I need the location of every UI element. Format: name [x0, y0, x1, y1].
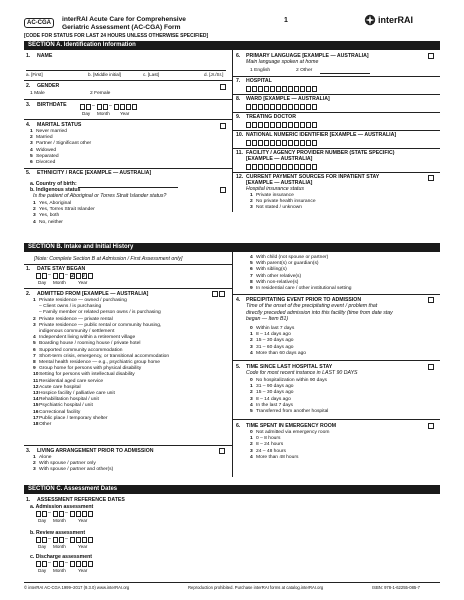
list-item: – Family member or related person owns / is purchasing: [39, 310, 161, 316]
birthdate-day-boxes[interactable]: [80, 104, 92, 110]
a12-label: CURRENT PAYMENT SOURCES FOR INPATIENT STAY: [246, 174, 380, 180]
row-divider: [232, 130, 440, 131]
list-item: 0 No hospitalization within 90 days: [250, 378, 327, 383]
a2-label: GENDER: [37, 83, 60, 89]
a6-number: 6.: [236, 53, 241, 59]
list-item: 1 Yes, Aboriginal: [33, 201, 72, 206]
section-a-header: SECTION A. Identification Information: [24, 41, 440, 50]
footer-copyright: © interRAI AC-CGA 1999–2017 (9.3.0) www.interRAI.org: [24, 585, 130, 590]
a8-label: WARD [EXAMPLE — AUSTRALIA]: [246, 96, 330, 102]
list-item: 15Psychiatric hospital / unit: [33, 403, 93, 409]
list-item: 1 Private residence — owned / purchasing: [33, 298, 127, 303]
precip-checkbox[interactable]: [428, 297, 434, 303]
datestay-year-caption: Year: [78, 280, 88, 285]
list-item: 11Residential aged care service: [33, 378, 104, 384]
interrai-logo-icon: [364, 14, 376, 26]
name-first-label: a. [First]: [26, 72, 43, 77]
precip-subtitle-line-3: began — Item B1): [246, 316, 289, 323]
a7-label: HOSPITAL: [246, 78, 272, 84]
c1-label: ASSESSMENT REFERENCE DATES: [37, 497, 125, 503]
indigenous-checkbox[interactable]: [220, 187, 226, 193]
marital-checkbox[interactable]: [220, 123, 226, 129]
datestay-month-boxes[interactable]: [53, 273, 65, 279]
section-b-header: SECTION B. Intake and Initial History: [24, 243, 440, 252]
a12-label-2: [EXAMPLE — AUSTRALIA]: [246, 180, 313, 186]
marital-options: [30, 129, 91, 166]
admission-day-boxes[interactable]: [36, 511, 48, 517]
name-middle-label: b. [Middle initial]: [88, 72, 121, 77]
date-separator: –: [48, 560, 51, 566]
list-item: 4 More than 48 hours: [250, 454, 299, 460]
b6-label: TIME SPENT IN EMERGENCY ROOM: [246, 423, 337, 429]
discharge-year-caption: Year: [78, 568, 88, 573]
a11-number: 11.: [236, 150, 243, 156]
datestay-year-prefix: 2 0: [71, 273, 88, 279]
form-title-line-1: interRAI Acute Care for Comprehensive: [62, 16, 186, 23]
list-item: 4 With child (not spouse or partner): [250, 255, 329, 260]
hospital-boxes[interactable]: [246, 86, 318, 92]
c1-number: 1.: [26, 497, 31, 503]
discharge-year-boxes[interactable]: [70, 561, 94, 567]
b4-label: PRECIPITATING EVENT PRIOR TO ADMISSION: [246, 297, 362, 303]
section-c-header: SECTION C. Assessment Dates: [24, 485, 440, 494]
date-separator: –: [65, 272, 68, 278]
list-item: 4 More than 60 days ago: [250, 350, 307, 356]
a11-label: FACILITY / AGENCY PROVIDER NUMBER (STATE SPECIFIC): [246, 150, 395, 156]
column-divider: [232, 50, 233, 212]
list-item: 9 Group home for persons with physical disability: [33, 366, 142, 372]
ward-boxes[interactable]: [246, 104, 318, 110]
precip-subtitle-line-2: directly preceded admission into this facility (time from date stay: [246, 309, 393, 316]
b4-number: 4.: [236, 297, 241, 303]
list-item: 2 Yes, Torres Strait Islander: [33, 207, 95, 213]
doctor-boxes[interactable]: [246, 122, 318, 128]
list-item: 1 31 – 90 days ago: [250, 384, 294, 390]
row-divider: [24, 445, 232, 446]
precip-subtitle-line-1: Time of the onset of the precipitating event / problem that: [246, 303, 378, 309]
gender-option-male: 1 Male: [30, 91, 45, 96]
list-item: 1 Never married: [30, 129, 67, 134]
lasthosp-options: [250, 378, 328, 415]
b1-number: 1.: [26, 266, 31, 272]
row-divider: [24, 99, 232, 100]
birthdate-year-caption: Year: [120, 111, 130, 116]
nni-boxes[interactable]: [246, 140, 318, 146]
list-item: 2 8 – 24 hours: [250, 442, 284, 448]
emerg-checkbox[interactable]: [428, 423, 434, 429]
row-divider: [232, 112, 440, 113]
language-option-english: 1 English: [250, 68, 271, 73]
a9-number: 9.: [236, 114, 241, 120]
date-separator: –: [109, 103, 112, 109]
review-year-boxes[interactable]: [70, 537, 94, 543]
date-separator: –: [65, 536, 68, 542]
a10-label: NATIONAL NUMERIC IDENTIFIER [EXAMPLE — AUSTRALIA]: [246, 132, 397, 138]
discharge-month-caption: Month: [53, 568, 66, 573]
admission-month-caption: Month: [53, 518, 66, 523]
indigenous-status-label: b. Indigenous status: [30, 187, 81, 193]
list-item: 17Public place / temporary shelter: [33, 415, 108, 421]
list-item: 1 8 – 14 days ago: [250, 332, 291, 338]
living-options-continued: [250, 255, 351, 292]
language-subtitle: Main language spoken at home: [246, 59, 319, 65]
list-item: 8 Mental health residence — e.g., psychiatric group home: [33, 360, 160, 366]
list-item: 5 Separated: [30, 153, 59, 159]
list-item: 6 Divorced: [30, 160, 56, 166]
b6-number: 6.: [236, 423, 241, 429]
date-separator: –: [65, 510, 68, 516]
discharge-day-boxes[interactable]: [36, 561, 48, 567]
list-item: 0 Not admitted via emergency room: [250, 430, 330, 435]
row-divider: [232, 76, 440, 77]
list-item: [33, 434, 169, 440]
row-divider: [24, 288, 232, 289]
birthdate-month-caption: Month: [97, 111, 110, 116]
row-divider: [24, 168, 232, 169]
a6-label: PRIMARY LANGUAGE [EXAMPLE — AUSTRALIA]: [246, 53, 369, 59]
indigenous-options: [33, 201, 95, 226]
row-divider: [232, 172, 440, 173]
gender-option-female: 2 Female: [90, 91, 111, 96]
facility-boxes[interactable]: [246, 164, 318, 170]
a1-label: NAME: [37, 53, 53, 59]
row-divider: [232, 294, 440, 295]
form-title: [62, 16, 186, 31]
list-item: indigenous community / settlement: [39, 329, 115, 335]
footer-reproduction-note: Reproduction prohibited. Purchase interRAI forms at catalog.interRAI.org: [188, 585, 324, 590]
list-item: 3 Yes, both: [33, 213, 60, 219]
b5-number: 5.: [236, 364, 241, 370]
a2-number: 2.: [26, 83, 31, 89]
list-item: 7 With other relative(s): [250, 273, 302, 279]
payment-options: [250, 193, 316, 212]
emerg-options: [250, 430, 329, 461]
list-item: 2 No private health insurance: [250, 199, 316, 205]
b3-number: 3.: [26, 448, 31, 454]
birthdate-year-boxes[interactable]: [114, 104, 138, 110]
list-item: 3 Private residence — public rental or community housing,: [33, 322, 162, 328]
a12-number: 12.: [236, 174, 244, 180]
review-day-caption: Day: [38, 544, 47, 549]
name-suffix-label: d. [Jr./Sr.]: [204, 72, 224, 77]
list-item: 12Acute care hospital: [33, 384, 81, 390]
date-separator: –: [48, 536, 51, 542]
a5-label: ETHNICITY / RACE [EXAMPLE — AUSTRALIA]: [37, 170, 152, 176]
a1-number: 1.: [26, 53, 31, 59]
admitted-checkbox-2[interactable]: [219, 291, 225, 297]
date-separator: –: [92, 103, 95, 109]
list-item: 2 15 – 30 days ago: [250, 390, 294, 396]
list-item: – Client owns / is purchasing: [39, 304, 102, 310]
list-item: 1 Private insurance: [250, 193, 294, 198]
list-item: 1 Alone: [33, 455, 52, 460]
list-item: 16Correctional facility: [33, 409, 81, 415]
b2-label: ADMITTED FROM [EXAMPLE — AUSTRALIA]: [37, 291, 149, 297]
a5-number: 5.: [26, 170, 31, 176]
discharge-assessment-label: c. Discharge assessment: [30, 554, 92, 560]
a8-number: 8.: [236, 96, 241, 102]
gender-checkbox[interactable]: [220, 84, 226, 90]
date-separator: –: [48, 510, 51, 516]
admission-year-boxes[interactable]: [70, 511, 94, 517]
a3-label: BIRTHDATE: [37, 102, 67, 108]
list-item: 14Rehabilitation hospital / unit: [33, 397, 99, 403]
country-of-birth-label: a. Country of birth:: [30, 181, 77, 187]
form-title-line-2: Geriatric Assessment (AC-CGA) Form: [62, 23, 181, 31]
code-status-note: [CODE FOR STATUS FOR LAST 24 HOURS UNLESS OTHERWISE SPECIFIED]: [24, 33, 209, 39]
admitted-options: [33, 298, 169, 441]
b1-label: DATE STAY BEGAN: [37, 266, 86, 272]
brand-name: interRAI: [378, 15, 414, 25]
precip-options: [250, 326, 306, 357]
review-day-boxes[interactable]: [36, 537, 48, 543]
payment-checkbox[interactable]: [428, 175, 434, 181]
payment-subtitle: Hospital insurance status: [246, 186, 304, 192]
list-item: 8 With non-relative(s): [250, 279, 299, 285]
admission-day-caption: Day: [38, 518, 47, 523]
indigenous-question: Is the patient of Aboriginal or Torres Strait Islander status?: [33, 193, 167, 199]
birthdate-month-boxes[interactable]: [97, 104, 109, 110]
datestay-day-caption: Day: [38, 280, 47, 285]
admission-month-boxes[interactable]: [53, 511, 65, 517]
review-month-caption: Month: [53, 544, 66, 549]
section-b-note: [Note: Complete Section B at Admission / First Assessment only]: [34, 256, 183, 262]
list-item: 6 With sibling(s): [250, 267, 287, 273]
language-other-line[interactable]: [320, 73, 370, 74]
list-item: 7 Short-term crisis, emergency, or transitional accommodation: [33, 353, 170, 359]
b2-number: 2.: [26, 291, 31, 297]
review-month-boxes[interactable]: [53, 537, 65, 543]
lasthosp-checkbox[interactable]: [428, 364, 434, 370]
a11-label-2: [EXAMPLE — AUSTRALIA]: [246, 156, 313, 162]
lasthosp-subtitle: Code for most recent instance in LAST 90 DAYS: [246, 370, 358, 376]
date-separator: –: [65, 560, 68, 566]
review-assessment-label: b. Review assessment: [30, 530, 86, 536]
page-number: 1: [284, 17, 288, 24]
living-checkbox[interactable]: [219, 448, 225, 454]
list-item: 18Other: [33, 422, 52, 428]
a3-number: 3.: [26, 102, 31, 108]
list-item: 4 Widowed: [30, 147, 57, 153]
a9-label: TREATING DOCTOR: [246, 114, 296, 120]
list-item: 3 With spouse / partner and other(s): [33, 467, 114, 473]
birthdate-day-caption: Day: [82, 111, 91, 116]
date-separator: –: [48, 272, 51, 278]
brand-logo: [364, 14, 413, 26]
column-divider: [232, 252, 233, 477]
list-item: 4 Independent living within a retirement village: [33, 335, 136, 341]
footer-isbn: ISBN: 978-1-62255-085-7: [372, 585, 420, 590]
a4-label: MARITAL STATUS: [37, 122, 82, 128]
admission-year-caption: Year: [78, 518, 88, 523]
row-divider: [24, 80, 232, 81]
list-item: 3 24 – 48 hours: [250, 448, 286, 454]
list-item: 5 With parent(s) or guardian(s): [250, 261, 319, 267]
datestay-day-boxes[interactable]: [36, 273, 48, 279]
b5-label: TIME SINCE LAST HOSPITAL STAY: [246, 364, 333, 370]
list-item: 5 Boarding house / rooming house / private hotel: [33, 341, 141, 347]
list-item: 2 Married: [30, 135, 53, 141]
row-divider: [232, 419, 440, 420]
list-item: 4 In the last 7 days: [250, 402, 293, 408]
language-checkbox[interactable]: [428, 53, 434, 59]
list-item: 6 Supported community accommodation: [33, 347, 123, 353]
datestay-month-caption: Month: [53, 280, 66, 285]
list-item: 9 In residential care / other institutional setting: [250, 286, 352, 292]
footer-divider: [24, 582, 440, 583]
a7-number: 7.: [236, 78, 241, 84]
list-item: 13Hospice facility / palliative care unit: [33, 391, 115, 397]
row-divider: [232, 360, 440, 361]
list-item: 1 0 – 8 hours: [250, 436, 281, 442]
row-divider: [232, 148, 440, 149]
name-last-label: c. [Last]: [143, 72, 160, 77]
list-item: 3 Not stated / unknown: [250, 205, 302, 211]
row-divider: [24, 119, 232, 120]
discharge-day-caption: Day: [38, 568, 47, 573]
list-item: 4 No, neither: [33, 219, 63, 225]
precip-subtitle: [246, 303, 393, 323]
list-item: 2 Private residence — private rental: [33, 316, 113, 322]
discharge-month-boxes[interactable]: [53, 561, 65, 567]
living-options: [33, 455, 113, 474]
list-item: 3 8 – 14 days ago: [250, 396, 291, 402]
admitted-checkbox-1[interactable]: [212, 291, 218, 297]
name-line[interactable]: [26, 70, 226, 71]
row-divider: [24, 264, 232, 265]
list-item: 3 31 – 60 days ago: [250, 344, 294, 350]
review-year-caption: Year: [78, 544, 88, 549]
admission-assessment-label: a. Admission assessment: [30, 504, 94, 510]
list-item: 0 Within last 7 days: [250, 326, 295, 331]
list-item: 3 Partner / Significant other: [30, 141, 92, 147]
row-divider: [232, 94, 440, 95]
country-of-birth-line[interactable]: [78, 187, 178, 188]
b3-label: LIVING ARRANGEMENT PRIOR TO ADMISSION: [37, 448, 154, 454]
list-item: 2 15 – 30 days ago: [250, 338, 294, 344]
a4-number: 4.: [26, 122, 31, 128]
form-code-tag: AC-CGA: [24, 18, 54, 28]
list-item: 2 With spouse / partner only: [33, 461, 96, 467]
list-item: 10Setting for persons with intellectual disability: [33, 372, 135, 378]
a10-number: 10.: [236, 132, 244, 138]
list-item: 5 Transferred from another hospital: [250, 409, 329, 415]
language-option-other: 2 Other: [296, 68, 313, 73]
